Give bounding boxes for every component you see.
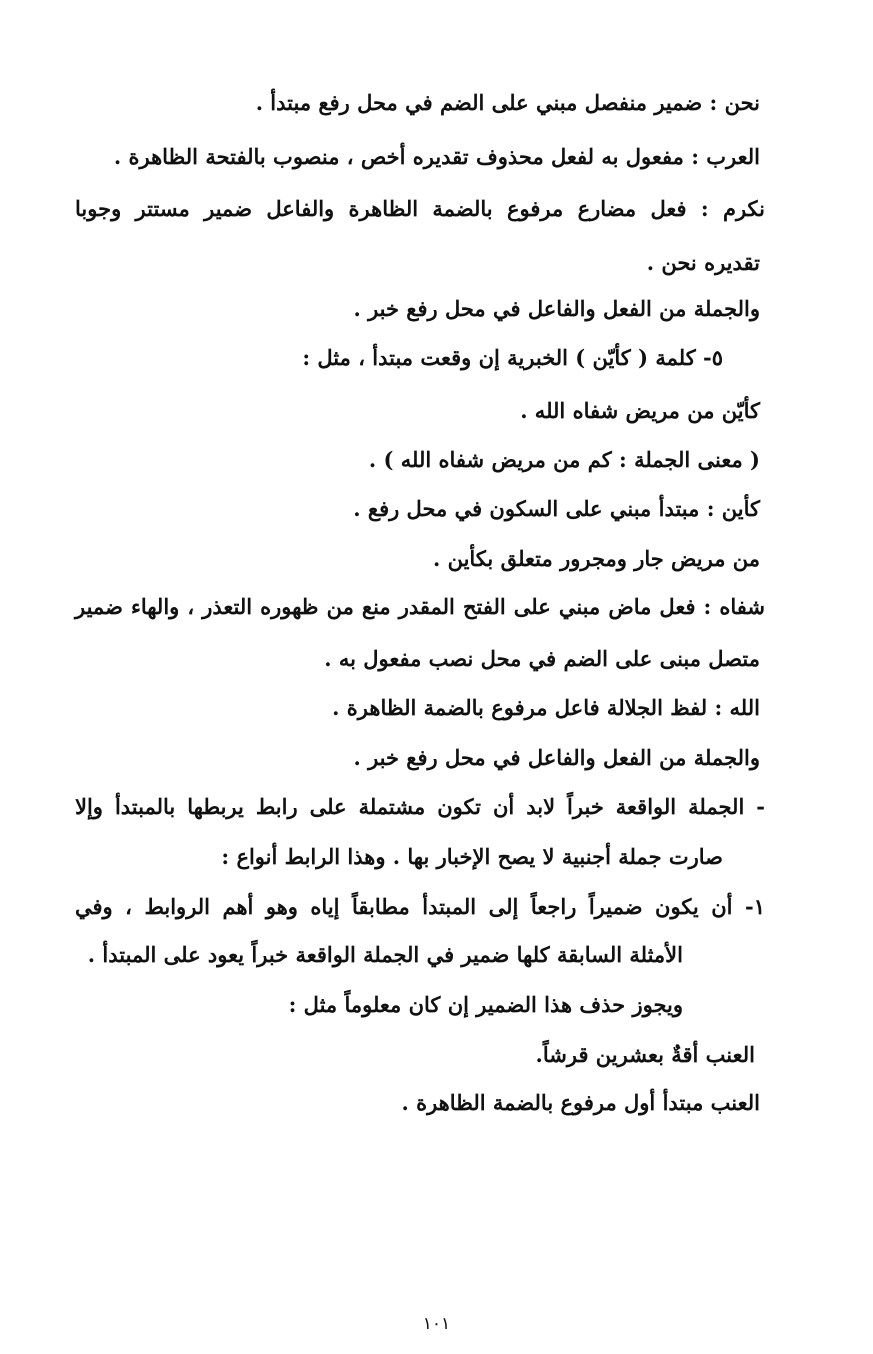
text-line-5: والجملة من الفعل والفاعل في محل رفع خبر . [353, 296, 760, 321]
text-line-1: نحن : ضمير منفصل مبني على الضم في محل رفع مبتدأ . [255, 90, 760, 115]
text-line-2: العرب : مفعول به لفعل محذوف تقديره أخص ، منصوب بالفتحة الظاهرة . [113, 144, 760, 169]
text-line-7: كأيّن من مريض شفاه الله . [520, 398, 760, 423]
text-line-19: ويجوز حذف هذا الضمير إن كان معلوماً مثل : [288, 992, 683, 1017]
text-line-13: الله : لفظ الجلالة فاعل مرفوع بالضمة الظاهرة . [332, 695, 760, 720]
text-line-21: العنب مبتدأ أول مرفوع بالضمة الظاهرة . [401, 1090, 760, 1115]
text-line-17: ١- أن يكون ضميراً راجعاً إلى المبتدأ مطابقاً إياه وهو أهم الروابط ، وفي [75, 894, 765, 919]
text-line-9: كأين : مبتدأ مبني على السكون في محل رفع . [353, 496, 760, 521]
text-line-14: والجملة من الفعل والفاعل في محل رفع خبر . [353, 745, 760, 770]
text-line-6: ٥- كلمة ( كأيّن ) الخبرية إن وقعت مبتدأ ، مثل : [302, 345, 723, 370]
text-line-20: العنب أقةٌ بعشرين قرشاً. [535, 1042, 755, 1067]
text-line-8: ( معنى الجملة : كم من مريض شفاه الله ) . [368, 447, 760, 472]
text-line-18: الأمثلة السابقة كلها ضمير في الجملة الواقعة خبراً يعود على المبتدأ . [87, 942, 683, 967]
text-line-11: شفاه : فعل ماض مبني على الفتح المقدر منع من ظهوره التعذر ، والهاء ضمير [75, 594, 765, 619]
text-line-4: تقديره نحن . [646, 250, 760, 275]
page-number: ١٠١ [422, 1314, 451, 1334]
text-line-16: صارت جملة أجنبية لا يصح الإخبار بها . وهذا الرابط أنواع : [221, 844, 723, 869]
text-line-10: من مريض جار ومجرور متعلق بكأين . [432, 546, 760, 571]
text-line-12: متصل مبنى على الضم في محل نصب مفعول به . [324, 646, 760, 671]
text-line-15: - الجملة الواقعة خبراً لابد أن تكون مشتملة على رابط يربطها بالمبتدأ وإلا [75, 794, 765, 819]
text-line-3: نكرم : فعل مضارع مرفوع بالضمة الظاهرة والفاعل ضمير مستتر وجوبا [75, 196, 765, 221]
